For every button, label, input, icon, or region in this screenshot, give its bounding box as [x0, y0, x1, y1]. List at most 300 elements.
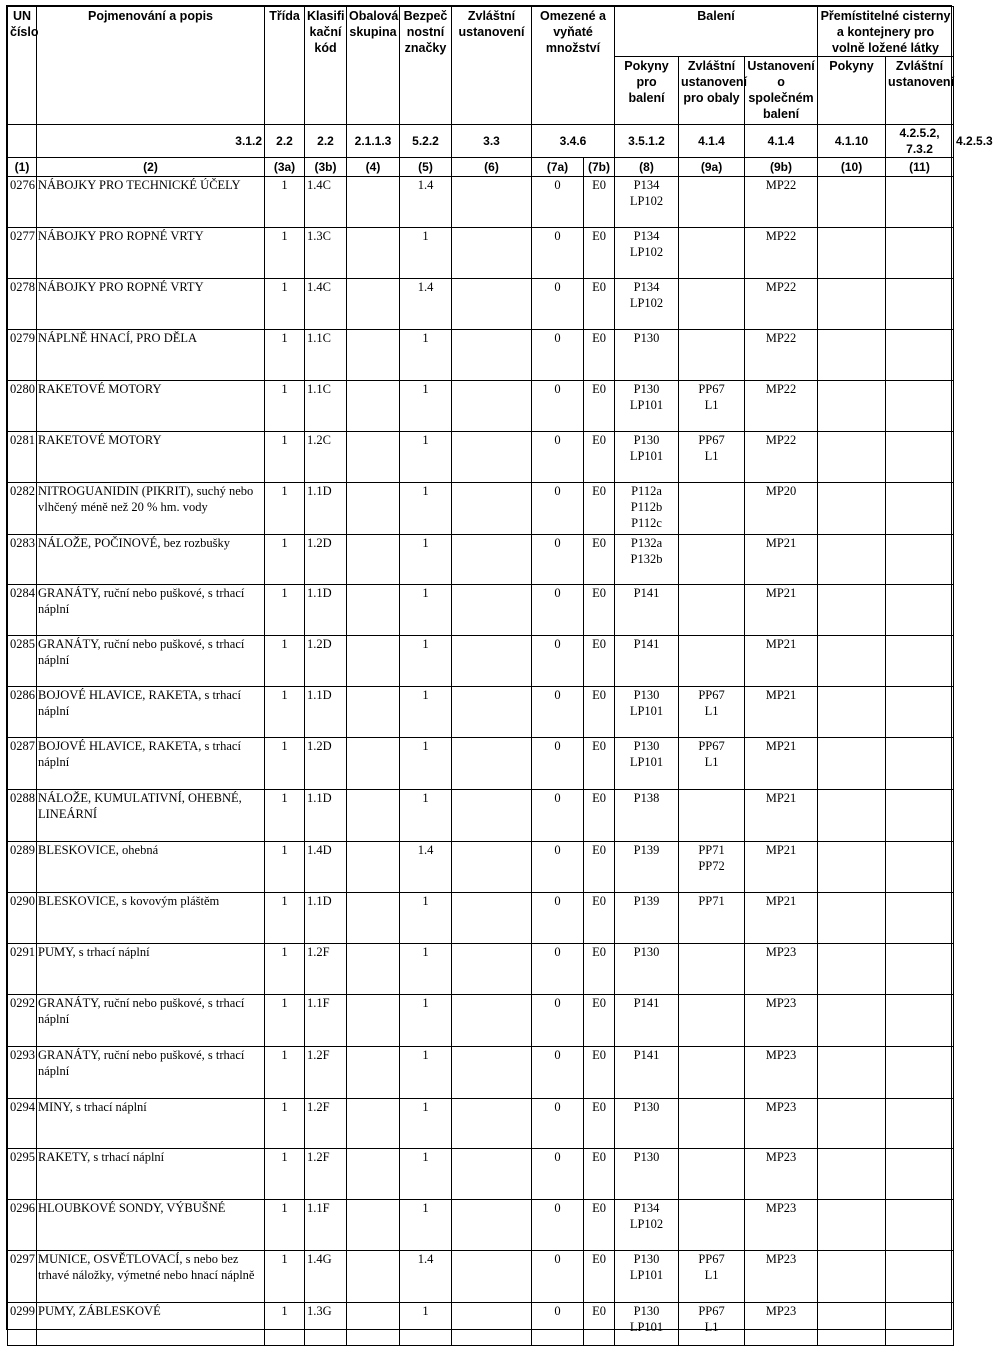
table-row — [8, 944, 954, 995]
class-cell: 1 — [265, 535, 305, 585]
tank-instr-cell — [818, 790, 886, 842]
name-cell: BLESKOVICE, s kovovým pláštěm — [37, 893, 265, 944]
name-cell: BLESKOVICE, ohebná — [37, 842, 265, 893]
table-row — [8, 432, 954, 483]
eq-cell: E0 — [584, 944, 615, 995]
eq-cell: E0 — [584, 995, 615, 1047]
class-cell: 1 — [265, 1200, 305, 1251]
header-class: Třída — [265, 7, 305, 125]
header-tank-instr: Pokyny — [818, 57, 886, 125]
tank-instr-cell — [818, 381, 886, 432]
name-cell: BOJOVÉ HLAVICE, RAKETA, s trhací náplní — [37, 738, 265, 790]
eq-cell: E0 — [584, 228, 615, 279]
tank-sp-cell — [886, 1149, 954, 1200]
class-cell: 1 — [265, 1251, 305, 1303]
label-cell: 1 — [400, 944, 452, 995]
lq-cell: 0 — [532, 432, 584, 483]
tank-sp-cell — [886, 790, 954, 842]
sp-cell — [452, 944, 532, 995]
un-cell: 0278 — [8, 279, 37, 330]
pg-cell — [347, 944, 400, 995]
tank-instr-cell — [818, 279, 886, 330]
pg-cell — [347, 1099, 400, 1149]
mixed-cell: MP23 — [745, 1149, 818, 1200]
pi-cell: P141 — [615, 636, 679, 687]
classif-cell: 1.2F — [305, 944, 347, 995]
spp-cell — [679, 1047, 745, 1099]
un-cell: 0290 — [8, 893, 37, 944]
tank-instr-cell — [818, 1251, 886, 1303]
header-un: UN číslo — [8, 7, 37, 125]
spp-cell — [679, 228, 745, 279]
pg-cell — [347, 995, 400, 1047]
name-cell: GRANÁTY, ruční nebo puškové, s trhací náplní — [37, 585, 265, 636]
spp-cell — [679, 1200, 745, 1251]
ref-cell: 3.5.1.2 — [615, 125, 679, 158]
classif-cell: 1.1C — [305, 330, 347, 381]
header-tank-sp: Zvláštní ustanovení — [886, 57, 954, 125]
name-cell: NITROGUANIDIN (PIKRIT), suchý nebo vlhčený méně než 20 % hm. vody — [37, 483, 265, 535]
table-row — [8, 535, 954, 585]
pg-cell — [347, 636, 400, 687]
header-tanks: Přemístitelné cisterny a kontejnery pro volně ložené látky — [818, 7, 954, 57]
colnum-cell: (7a) — [532, 158, 584, 177]
colnum-cell: (9a) — [679, 158, 745, 177]
label-cell: 1 — [400, 585, 452, 636]
mixed-cell: MP23 — [745, 1200, 818, 1251]
spp-cell — [679, 790, 745, 842]
pg-cell — [347, 535, 400, 585]
mixed-cell: MP22 — [745, 381, 818, 432]
pg-cell — [347, 330, 400, 381]
pg-cell — [347, 585, 400, 636]
sp-cell — [452, 687, 532, 738]
lq-cell: 0 — [532, 1149, 584, 1200]
spp-cell: PP67 L1 — [679, 1251, 745, 1303]
pi-cell: P141 — [615, 585, 679, 636]
spp-cell — [679, 585, 745, 636]
classif-cell: 1.2D — [305, 535, 347, 585]
tank-sp-cell — [886, 944, 954, 995]
classif-cell: 1.2F — [305, 1149, 347, 1200]
class-cell: 1 — [265, 1047, 305, 1099]
lq-cell: 0 — [532, 1099, 584, 1149]
class-cell: 1 — [265, 483, 305, 535]
lq-cell: 0 — [532, 636, 584, 687]
eq-cell: E0 — [584, 483, 615, 535]
eq-cell: E0 — [584, 177, 615, 228]
mixed-cell: MP21 — [745, 585, 818, 636]
tank-instr-cell — [818, 1149, 886, 1200]
spp-cell — [679, 944, 745, 995]
pg-cell — [347, 842, 400, 893]
table-row — [8, 1149, 954, 1200]
eq-cell: E0 — [584, 1149, 615, 1200]
lq-cell: 0 — [532, 381, 584, 432]
spp-cell: PP67 L1 — [679, 381, 745, 432]
classif-cell: 1.2D — [305, 738, 347, 790]
name-cell: MINY, s trhací náplní — [37, 1099, 265, 1149]
ref-cell: 4.1.10 — [818, 125, 886, 158]
pg-cell — [347, 432, 400, 483]
pg-cell — [347, 687, 400, 738]
table-row — [8, 995, 954, 1047]
label-cell: 1 — [400, 995, 452, 1047]
tank-instr-cell — [818, 585, 886, 636]
pi-cell: P130 LP101 — [615, 738, 679, 790]
reference-row: 3.1.2 2.2 2.2 2.1.1.3 5.2.2 3.3 3.4.6 3.5.1.2 4.1.4 4.1.4 4.1.10 4.2.5.2, 7.3.2 4.2.5.3 — [8, 125, 954, 158]
sp-cell — [452, 483, 532, 535]
eq-cell: E0 — [584, 1099, 615, 1149]
colnum-cell: (10) — [818, 158, 886, 177]
class-cell: 1 — [265, 177, 305, 228]
tank-instr-cell — [818, 1200, 886, 1251]
sp-cell — [452, 1200, 532, 1251]
label-cell: 1 — [400, 1303, 452, 1346]
eq-cell: E0 — [584, 842, 615, 893]
name-cell: HLOUBKOVÉ SONDY, VÝBUŠNÉ — [37, 1200, 265, 1251]
name-cell: NÁLOŽE, KUMULATIVNÍ, OHEBNÉ, LINEÁRNÍ — [37, 790, 265, 842]
label-cell: 1.4 — [400, 177, 452, 228]
table-row — [8, 1251, 954, 1303]
tank-instr-cell — [818, 1099, 886, 1149]
header-classif: Klasifi kační kód — [305, 7, 347, 125]
sp-cell — [452, 177, 532, 228]
tank-instr-cell — [818, 432, 886, 483]
tank-instr-cell — [818, 995, 886, 1047]
header-labels: Bezpeč nostní značky — [400, 7, 452, 125]
table-row — [8, 636, 954, 687]
name-cell: RAKETY, s trhací náplní — [37, 1149, 265, 1200]
pg-cell — [347, 381, 400, 432]
class-cell: 1 — [265, 228, 305, 279]
lq-cell: 0 — [532, 842, 584, 893]
sp-cell — [452, 1047, 532, 1099]
mixed-cell: MP22 — [745, 279, 818, 330]
label-cell: 1 — [400, 483, 452, 535]
un-cell: 0277 — [8, 228, 37, 279]
eq-cell: E0 — [584, 1200, 615, 1251]
sp-cell — [452, 738, 532, 790]
table-row — [8, 687, 954, 738]
pi-cell: P139 — [615, 893, 679, 944]
classif-cell: 1.3C — [305, 228, 347, 279]
spp-cell — [679, 636, 745, 687]
classif-cell: 1.1D — [305, 893, 347, 944]
un-cell: 0284 — [8, 585, 37, 636]
label-cell: 1 — [400, 893, 452, 944]
lq-cell: 0 — [532, 1047, 584, 1099]
sp-cell — [452, 636, 532, 687]
label-cell: 1 — [400, 687, 452, 738]
name-cell: RAKETOVÉ MOTORY — [37, 381, 265, 432]
un-cell: 0287 — [8, 738, 37, 790]
table-row — [8, 738, 954, 790]
classif-cell: 1.2C — [305, 432, 347, 483]
un-cell: 0288 — [8, 790, 37, 842]
colnum-cell: (3a) — [265, 158, 305, 177]
pi-cell: P134 LP102 — [615, 279, 679, 330]
ref-cell: 4.1.4 — [745, 125, 818, 158]
tank-instr-cell — [818, 228, 886, 279]
label-cell: 1.4 — [400, 1251, 452, 1303]
un-cell: 0282 — [8, 483, 37, 535]
tank-sp-cell — [886, 636, 954, 687]
label-cell: 1 — [400, 738, 452, 790]
tank-sp-cell — [886, 228, 954, 279]
spp-cell: PP67 L1 — [679, 738, 745, 790]
tank-sp-cell — [886, 330, 954, 381]
pi-cell: P134 LP102 — [615, 228, 679, 279]
lq-cell: 0 — [532, 330, 584, 381]
pi-cell: P130 LP101 — [615, 687, 679, 738]
pi-cell: P130 — [615, 944, 679, 995]
table-row — [8, 893, 954, 944]
spp-cell — [679, 177, 745, 228]
mixed-cell: MP23 — [745, 1303, 818, 1346]
class-cell: 1 — [265, 585, 305, 636]
colnum-cell: (8) — [615, 158, 679, 177]
lq-cell: 0 — [532, 483, 584, 535]
un-cell: 0285 — [8, 636, 37, 687]
class-cell: 1 — [265, 636, 305, 687]
tank-sp-cell — [886, 381, 954, 432]
table-row — [8, 177, 954, 228]
pg-cell — [347, 483, 400, 535]
ref-cell: 2.1.1.3 — [347, 125, 400, 158]
mixed-cell: MP23 — [745, 944, 818, 995]
tank-sp-cell — [886, 483, 954, 535]
class-cell: 1 — [265, 1099, 305, 1149]
label-cell: 1 — [400, 1200, 452, 1251]
pi-cell: P130 LP101 — [615, 381, 679, 432]
pi-cell: P141 — [615, 1047, 679, 1099]
mixed-cell: MP23 — [745, 1251, 818, 1303]
label-cell: 1 — [400, 1149, 452, 1200]
label-cell: 1 — [400, 228, 452, 279]
class-cell: 1 — [265, 1149, 305, 1200]
tank-sp-cell — [886, 687, 954, 738]
lq-cell: 0 — [532, 687, 584, 738]
ref-cell: 3.1.2 — [37, 125, 265, 158]
mixed-cell: MP21 — [745, 535, 818, 585]
mixed-cell: MP22 — [745, 228, 818, 279]
ref-cell: 3.3 — [452, 125, 532, 158]
tank-instr-cell — [818, 330, 886, 381]
tank-sp-cell — [886, 279, 954, 330]
pi-cell: P138 — [615, 790, 679, 842]
tank-instr-cell — [818, 687, 886, 738]
un-cell: 0299 — [8, 1303, 37, 1346]
name-cell: GRANÁTY, ruční nebo puškové, s trhací náplní — [37, 636, 265, 687]
table-row — [8, 483, 954, 535]
pg-cell — [347, 177, 400, 228]
sp-cell — [452, 535, 532, 585]
pi-cell: P130 — [615, 1099, 679, 1149]
classif-cell: 1.1F — [305, 995, 347, 1047]
sp-cell — [452, 585, 532, 636]
eq-cell: E0 — [584, 381, 615, 432]
pi-cell: P134 LP102 — [615, 1200, 679, 1251]
tank-sp-cell — [886, 1099, 954, 1149]
tank-instr-cell — [818, 893, 886, 944]
mixed-cell: MP23 — [745, 1047, 818, 1099]
classif-cell: 1.4C — [305, 177, 347, 228]
table-row — [8, 330, 954, 381]
ref-cell: 4.2.5.2, 7.3.2 — [886, 125, 954, 158]
mixed-cell: MP22 — [745, 330, 818, 381]
tank-instr-cell — [818, 535, 886, 585]
pi-cell: P130 — [615, 330, 679, 381]
sp-cell — [452, 1251, 532, 1303]
class-cell: 1 — [265, 432, 305, 483]
eq-cell: E0 — [584, 687, 615, 738]
name-cell: GRANÁTY, ruční nebo puškové, s trhací náplní — [37, 995, 265, 1047]
pi-cell: P130 LP101 — [615, 432, 679, 483]
label-cell: 1 — [400, 535, 452, 585]
mixed-cell: MP22 — [745, 177, 818, 228]
un-cell: 0294 — [8, 1099, 37, 1149]
ref-cell: 2.2 — [265, 125, 305, 158]
classif-cell: 1.1D — [305, 687, 347, 738]
class-cell: 1 — [265, 995, 305, 1047]
tank-sp-cell — [886, 738, 954, 790]
pg-cell — [347, 1149, 400, 1200]
lq-cell: 0 — [532, 995, 584, 1047]
table-row — [8, 790, 954, 842]
eq-cell: E0 — [584, 432, 615, 483]
name-cell: NÁPLNĚ HNACÍ, PRO DĚLA — [37, 330, 265, 381]
pi-cell: P130 LP101 — [615, 1251, 679, 1303]
colnum-cell: (9b) — [745, 158, 818, 177]
table-row — [8, 585, 954, 636]
ref-cell: 4.1.4 — [679, 125, 745, 158]
colnum-cell: (7b) — [584, 158, 615, 177]
classif-cell: 1.1C — [305, 381, 347, 432]
mixed-cell: MP21 — [745, 842, 818, 893]
pi-cell: P141 — [615, 995, 679, 1047]
spp-cell — [679, 995, 745, 1047]
spp-cell — [679, 535, 745, 585]
classif-cell: 1.1F — [305, 1200, 347, 1251]
name-cell: PUMY, ZÁBLESKOVÉ — [37, 1303, 265, 1346]
lq-cell: 0 — [532, 1251, 584, 1303]
sp-cell — [452, 330, 532, 381]
tank-instr-cell — [818, 944, 886, 995]
spp-cell: PP71 — [679, 893, 745, 944]
class-cell: 1 — [265, 1303, 305, 1346]
pg-cell — [347, 790, 400, 842]
eq-cell: E0 — [584, 636, 615, 687]
header-spp: Zvláštní ustanovení pro obaly — [679, 57, 745, 125]
eq-cell: E0 — [584, 1047, 615, 1099]
lq-cell: 0 — [532, 738, 584, 790]
class-cell: 1 — [265, 687, 305, 738]
header-lq: Omezené a vyňaté množství — [532, 7, 615, 125]
sp-cell — [452, 1149, 532, 1200]
class-cell: 1 — [265, 381, 305, 432]
eq-cell: E0 — [584, 585, 615, 636]
tank-instr-cell — [818, 738, 886, 790]
mixed-cell: MP23 — [745, 1099, 818, 1149]
eq-cell: E0 — [584, 790, 615, 842]
name-cell: NÁBOJKY PRO TECHNICKÉ ÚČELY — [37, 177, 265, 228]
colnum-cell: (11) — [886, 158, 954, 177]
tank-sp-cell — [886, 535, 954, 585]
spp-cell — [679, 279, 745, 330]
label-cell: 1 — [400, 636, 452, 687]
eq-cell: E0 — [584, 1303, 615, 1346]
colnum-cell: (2) — [37, 158, 265, 177]
un-cell: 0283 — [8, 535, 37, 585]
colnum-cell: (4) — [347, 158, 400, 177]
tank-sp-cell — [886, 177, 954, 228]
pg-cell — [347, 228, 400, 279]
header-name: Pojmenování a popis — [37, 7, 265, 125]
lq-cell: 0 — [532, 790, 584, 842]
mixed-cell: MP21 — [745, 687, 818, 738]
table-body — [8, 125, 993, 1346]
name-cell: RAKETOVÉ MOTORY — [37, 432, 265, 483]
name-cell: PUMY, s trhací náplní — [37, 944, 265, 995]
tank-sp-cell — [886, 893, 954, 944]
label-cell: 1 — [400, 790, 452, 842]
un-cell: 0289 — [8, 842, 37, 893]
sp-cell — [452, 279, 532, 330]
un-cell: 0291 — [8, 944, 37, 995]
tank-instr-cell — [818, 1303, 886, 1346]
pi-cell: P132a P132b — [615, 535, 679, 585]
table-row — [8, 279, 954, 330]
un-cell: 0296 — [8, 1200, 37, 1251]
mixed-cell: MP21 — [745, 790, 818, 842]
class-cell: 1 — [265, 279, 305, 330]
tank-sp-cell — [886, 995, 954, 1047]
classif-cell: 1.1D — [305, 585, 347, 636]
name-cell: NÁBOJKY PRO ROPNÉ VRTY — [37, 279, 265, 330]
un-cell: 0286 — [8, 687, 37, 738]
pg-cell — [347, 1303, 400, 1346]
un-cell: 0295 — [8, 1149, 37, 1200]
label-cell: 1 — [400, 330, 452, 381]
mixed-cell: MP20 — [745, 483, 818, 535]
mixed-cell: MP23 — [745, 995, 818, 1047]
lq-cell: 0 — [532, 1303, 584, 1346]
tank-instr-cell — [818, 636, 886, 687]
tank-sp-cell — [886, 1303, 954, 1346]
mixed-cell: MP21 — [745, 636, 818, 687]
sp-cell — [452, 1303, 532, 1346]
lq-cell: 0 — [532, 228, 584, 279]
tank-sp-cell — [886, 432, 954, 483]
sp-cell — [452, 432, 532, 483]
mixed-cell: MP22 — [745, 432, 818, 483]
pi-cell: P130 — [615, 1149, 679, 1200]
sp-cell — [452, 228, 532, 279]
mixed-cell: MP21 — [745, 893, 818, 944]
un-cell: 0279 — [8, 330, 37, 381]
header-packing: Balení — [615, 7, 818, 57]
table-row — [8, 1303, 954, 1346]
classif-cell: 1.4G — [305, 1251, 347, 1303]
un-cell: 0281 — [8, 432, 37, 483]
tank-instr-cell — [818, 177, 886, 228]
class-cell: 1 — [265, 790, 305, 842]
classif-cell: 1.4D — [305, 842, 347, 893]
spp-cell — [679, 1149, 745, 1200]
sp-cell — [452, 842, 532, 893]
table-row — [8, 228, 954, 279]
